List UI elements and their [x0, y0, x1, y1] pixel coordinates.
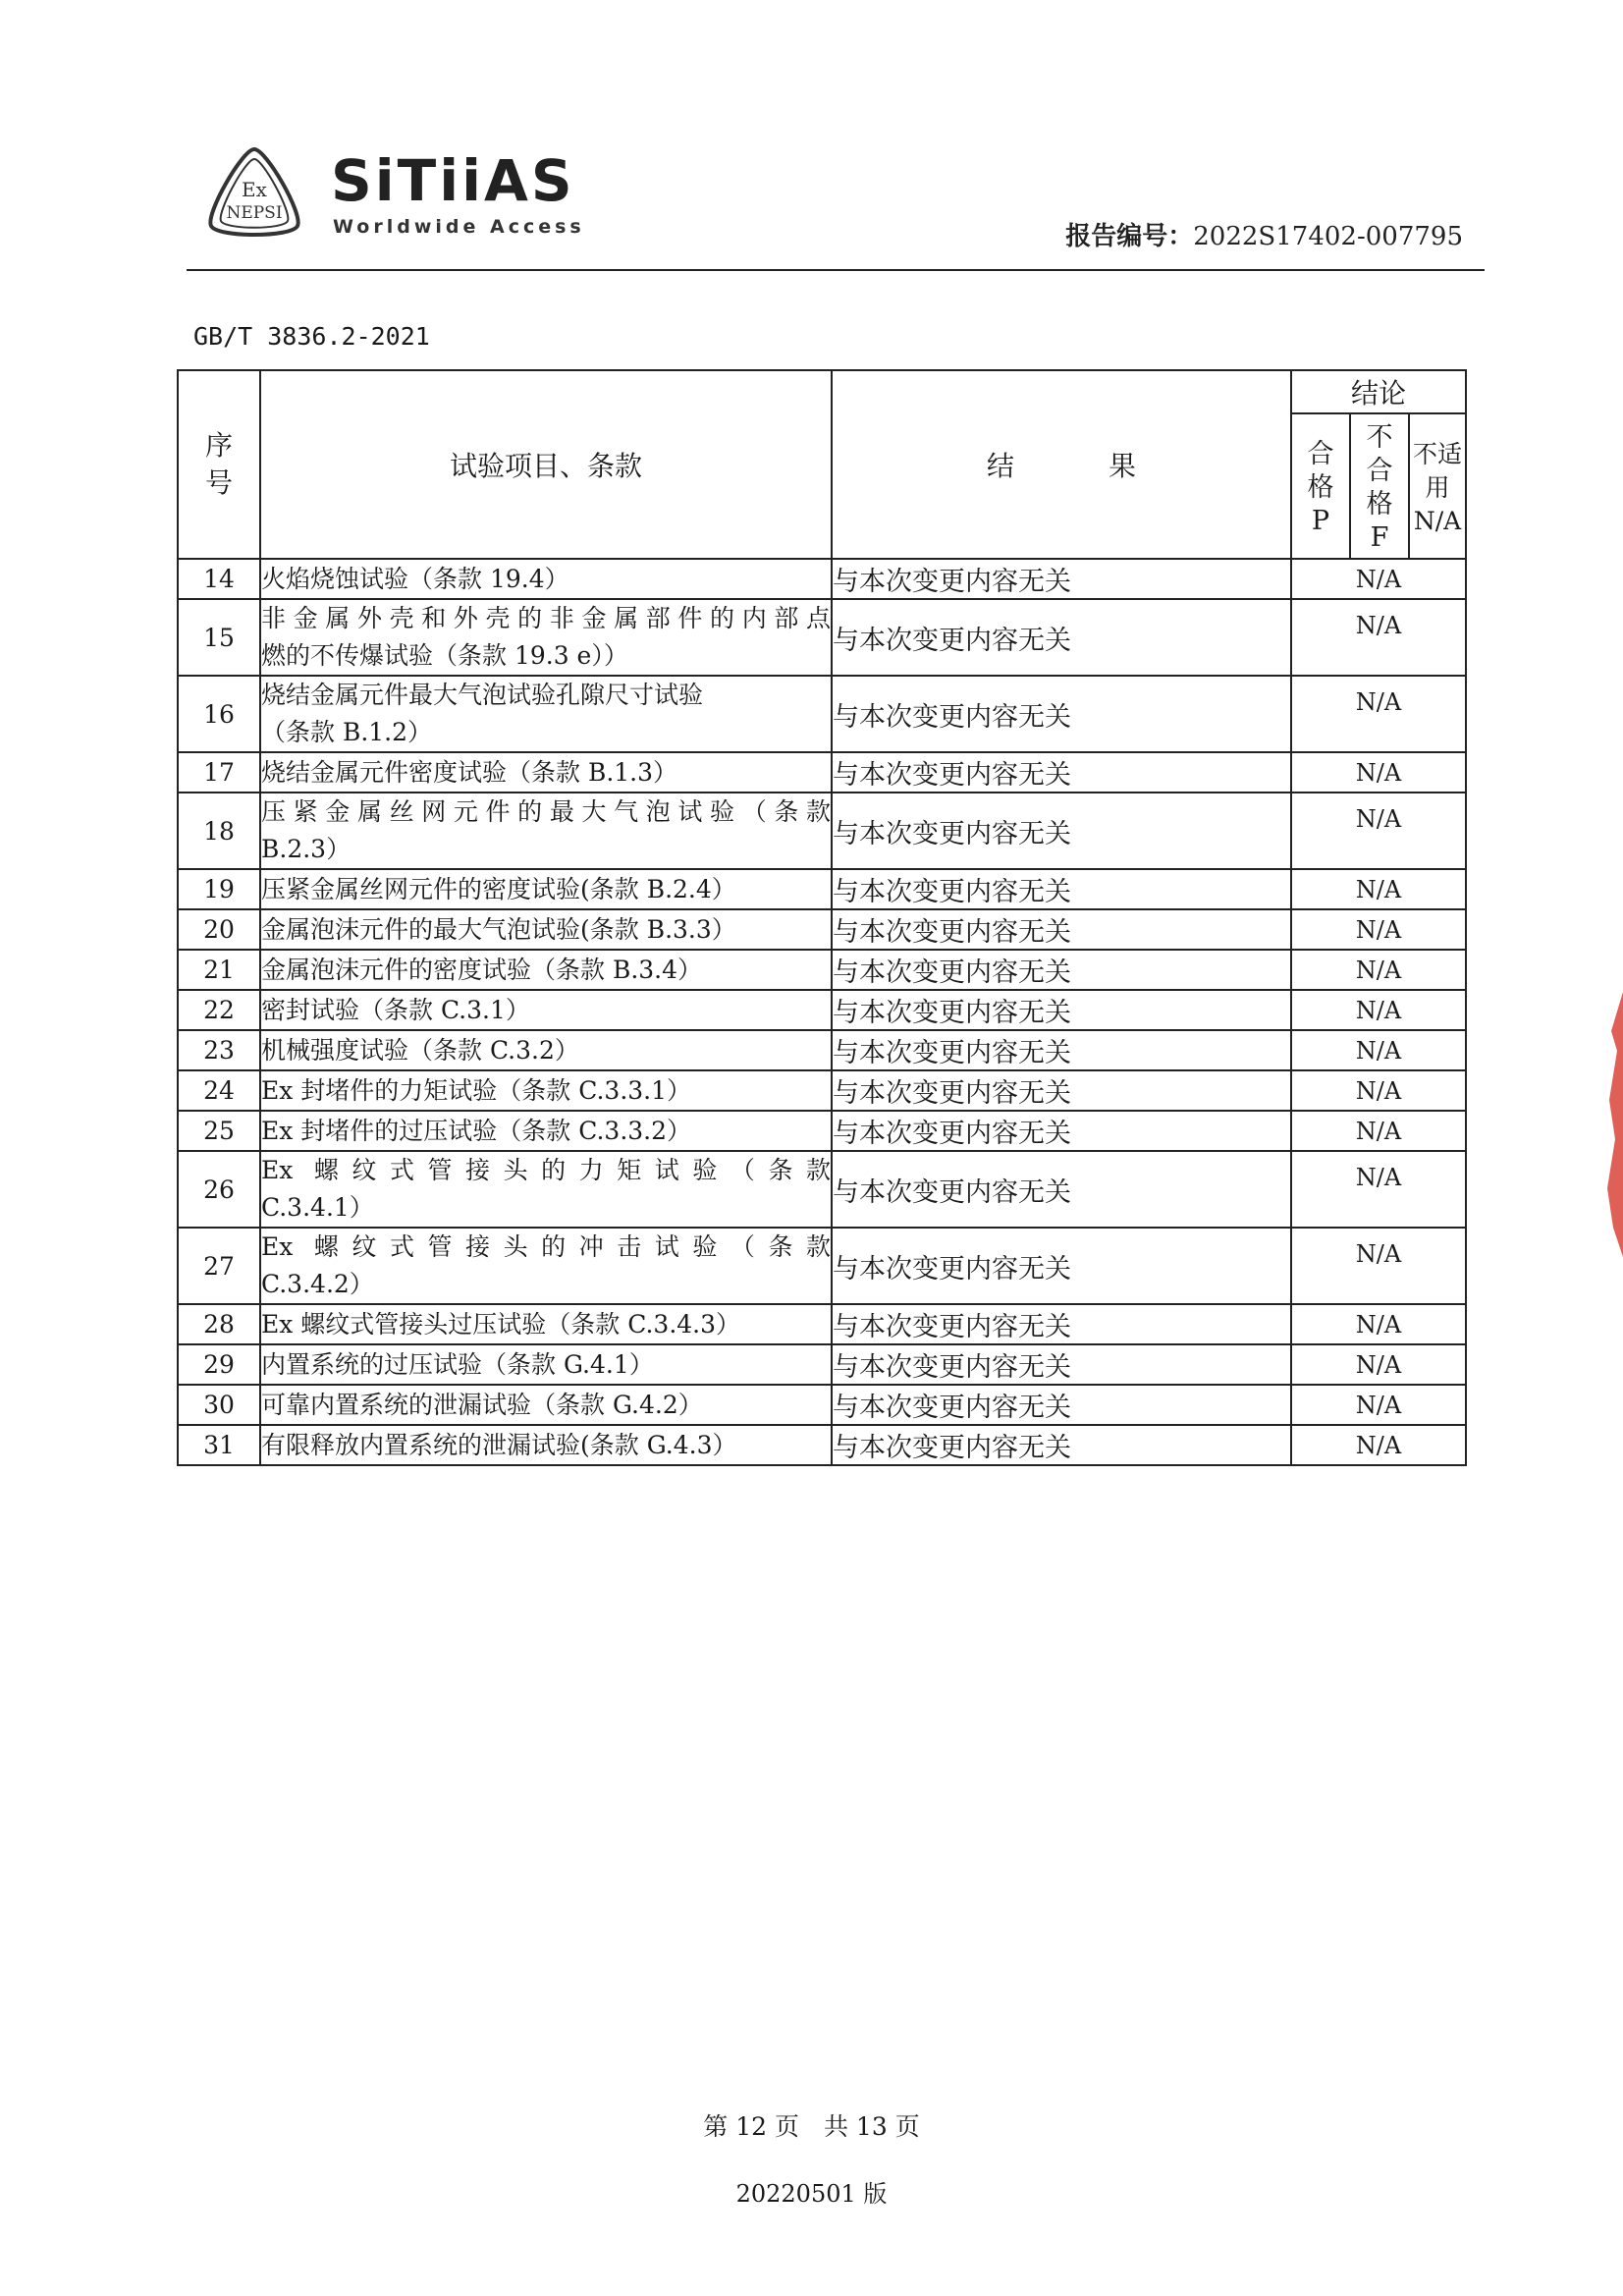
row-number: 19	[178, 869, 260, 909]
brand-tagline: Worldwide Access	[333, 216, 585, 238]
table-row	[178, 1030, 1466, 1070]
test-result: 与本次变更内容无关	[832, 950, 1291, 990]
row-number: 28	[178, 1304, 260, 1344]
conclusion-value: N/A	[1291, 1385, 1466, 1425]
test-item-line2: C.3.4.1）	[261, 1193, 374, 1222]
table-row	[178, 599, 1466, 676]
test-item-line1: Ex 螺纹式管接头的冲击试验（条款	[261, 1232, 831, 1261]
row-number: 22	[178, 990, 260, 1030]
test-item-line1: 金属泡沫元件的最大气泡试验(条款 B.3.3）	[261, 914, 736, 944]
test-item	[260, 676, 832, 752]
conclusion-value: N/A	[1291, 1425, 1466, 1465]
table-row	[178, 1425, 1466, 1465]
test-results-table	[177, 369, 1467, 1466]
pass-header	[1291, 413, 1350, 559]
test-item-line1: 可靠内置系统的泄漏试验（条款 G.4.2）	[261, 1390, 703, 1419]
header-logo	[201, 145, 594, 244]
test-item	[260, 1228, 832, 1304]
table-row	[178, 950, 1466, 990]
table-row	[178, 869, 1466, 909]
row-number: 17	[178, 752, 260, 793]
conclusion-value: N/A	[1291, 990, 1466, 1030]
test-item-line2: B.2.3）	[261, 835, 352, 863]
test-item-line1: 压紧金属丝网元件的最大气泡试验（条款	[261, 797, 831, 826]
test-item-line1: 金属泡沫元件的密度试验（条款 B.3.4）	[261, 955, 703, 984]
result-header: 结果	[832, 370, 1291, 559]
test-result: 与本次变更内容无关	[832, 1385, 1291, 1425]
report-number-value: 2022S17402-007795	[1193, 222, 1463, 251]
test-result: 与本次变更内容无关	[832, 752, 1291, 793]
page-indicator: 第 12 页 共 13 页	[703, 2112, 920, 2141]
conclusion-value: N/A	[1291, 1344, 1466, 1385]
test-item	[260, 1425, 832, 1465]
table-row	[178, 1385, 1466, 1425]
conclusion-header: 结论	[1291, 370, 1466, 413]
seal-fragment	[1603, 992, 1623, 1257]
test-result: 与本次变更内容无关	[832, 793, 1291, 869]
conclusion-value: N/A	[1291, 909, 1466, 950]
row-number: 18	[178, 793, 260, 869]
conclusion-value: N/A	[1291, 1030, 1466, 1070]
test-result: 与本次变更内容无关	[832, 1151, 1291, 1228]
row-number: 14	[178, 559, 260, 599]
test-item	[260, 1304, 832, 1344]
test-results-table-wrap	[177, 369, 1467, 1466]
table-row	[178, 1070, 1466, 1111]
conclusion-value: N/A	[1291, 1151, 1466, 1228]
table-row	[178, 909, 1466, 950]
conclusion-value: N/A	[1291, 599, 1466, 676]
fail-header	[1350, 413, 1409, 559]
test-item-line1: 烧结金属元件密度试验（条款 B.1.3）	[261, 757, 678, 787]
row-number: 29	[178, 1344, 260, 1385]
test-item-line1: Ex 螺纹式管接头过压试验（条款 C.3.4.3）	[261, 1309, 741, 1339]
test-result: 与本次变更内容无关	[832, 599, 1291, 676]
test-item-line1: Ex 封堵件的力矩试验（条款 C.3.3.1）	[261, 1075, 692, 1105]
row-number: 16	[178, 676, 260, 752]
conclusion-value: N/A	[1291, 869, 1466, 909]
test-item-line1: Ex 封堵件的过压试验（条款 C.3.3.2）	[261, 1116, 692, 1145]
standard-code: GB/T 3836.2-2021	[193, 322, 430, 351]
test-item-line1: Ex 螺纹式管接头的力矩试验（条款	[261, 1156, 831, 1184]
conclusion-value: N/A	[1291, 1111, 1466, 1151]
test-result: 与本次变更内容无关	[832, 1030, 1291, 1070]
test-item-line1: 非金属外壳和外壳的非金属部件的内部点	[261, 604, 831, 632]
test-item-line1: 烧结金属元件最大气泡试验孔隙尺寸试验	[261, 681, 704, 709]
test-result: 与本次变更内容无关	[832, 676, 1291, 752]
table-row	[178, 1228, 1466, 1304]
test-item-line1: 机械强度试验（条款 C.3.2）	[261, 1035, 579, 1065]
test-result: 与本次变更内容无关	[832, 1228, 1291, 1304]
brand-name: SiTiiAS	[331, 147, 575, 214]
test-item	[260, 599, 832, 676]
test-item	[260, 1070, 832, 1111]
row-number: 21	[178, 950, 260, 990]
conclusion-value: N/A	[1291, 559, 1466, 599]
logo-mark-bottom: NEPSI	[226, 203, 283, 223]
table-row	[178, 1344, 1466, 1385]
row-number: 24	[178, 1070, 260, 1111]
test-item	[260, 869, 832, 909]
row-number: 27	[178, 1228, 260, 1304]
test-item-line1: 密封试验（条款 C.3.1）	[261, 995, 530, 1024]
fail-header-text: 不合格F	[1366, 422, 1393, 553]
test-result: 与本次变更内容无关	[832, 559, 1291, 599]
table-row	[178, 559, 1466, 599]
row-number: 23	[178, 1030, 260, 1070]
test-item	[260, 559, 832, 599]
row-number: 26	[178, 1151, 260, 1228]
logo-mark-top: Ex	[242, 178, 267, 201]
test-item	[260, 1111, 832, 1151]
test-item-line2: C.3.4.2）	[261, 1270, 374, 1298]
test-item	[260, 990, 832, 1030]
test-item	[260, 793, 832, 869]
test-item-line1: 压紧金属丝网元件的密度试验(条款 B.2.4）	[261, 874, 736, 903]
table-row	[178, 793, 1466, 869]
version-label: 20220501 版	[735, 2180, 888, 2208]
test-item	[260, 909, 832, 950]
conclusion-value: N/A	[1291, 676, 1466, 752]
report-number	[1065, 216, 1463, 252]
test-item-line1: 火焰烧蚀试验（条款 19.4）	[261, 564, 569, 593]
table-row	[178, 1151, 1466, 1228]
conclusion-value: N/A	[1291, 1070, 1466, 1111]
test-item-line1: 有限释放内置系统的泄漏试验(条款 G.4.3）	[261, 1430, 737, 1459]
table-row	[178, 1304, 1466, 1344]
row-number: 25	[178, 1111, 260, 1151]
test-result: 与本次变更内容无关	[832, 1070, 1291, 1111]
row-number: 30	[178, 1385, 260, 1425]
test-result: 与本次变更内容无关	[832, 990, 1291, 1030]
test-item	[260, 950, 832, 990]
conclusion-value: N/A	[1291, 752, 1466, 793]
row-number: 15	[178, 599, 260, 676]
row-number: 20	[178, 909, 260, 950]
na-header-text: 不适用N/A	[1413, 440, 1463, 535]
test-result: 与本次变更内容无关	[832, 1344, 1291, 1385]
conclusion-value: N/A	[1291, 950, 1466, 990]
table-row	[178, 752, 1466, 793]
test-result: 与本次变更内容无关	[832, 1111, 1291, 1151]
conclusion-value: N/A	[1291, 1228, 1466, 1304]
header-divider	[187, 269, 1485, 271]
test-item-line1: 内置系统的过压试验（条款 G.4.1）	[261, 1349, 654, 1379]
row-number: 31	[178, 1425, 260, 1465]
test-result: 与本次变更内容无关	[832, 1425, 1291, 1465]
test-item	[260, 1151, 832, 1228]
item-header: 试验项目、条款	[260, 370, 832, 559]
table-row	[178, 1111, 1466, 1151]
report-number-label: 报告编号：	[1065, 222, 1194, 251]
nepsi-logo-icon	[201, 145, 307, 240]
test-result: 与本次变更内容无关	[832, 909, 1291, 950]
table-row	[178, 990, 1466, 1030]
test-result: 与本次变更内容无关	[832, 1304, 1291, 1344]
seq-header-text: 序号	[204, 429, 233, 499]
test-item-line2: 燃的不传爆试验（条款 19.3 e））	[261, 641, 628, 670]
conclusion-value: N/A	[1291, 1304, 1466, 1344]
test-item-line2: （条款 B.1.2）	[261, 718, 433, 746]
pass-header-text: 合格P	[1307, 439, 1334, 536]
test-item	[260, 1385, 832, 1425]
test-result: 与本次变更内容无关	[832, 869, 1291, 909]
conclusion-value: N/A	[1291, 793, 1466, 869]
seq-header	[178, 370, 260, 559]
table-row	[178, 676, 1466, 752]
test-item	[260, 752, 832, 793]
test-item	[260, 1344, 832, 1385]
test-item	[260, 1030, 832, 1070]
na-header	[1409, 413, 1466, 559]
